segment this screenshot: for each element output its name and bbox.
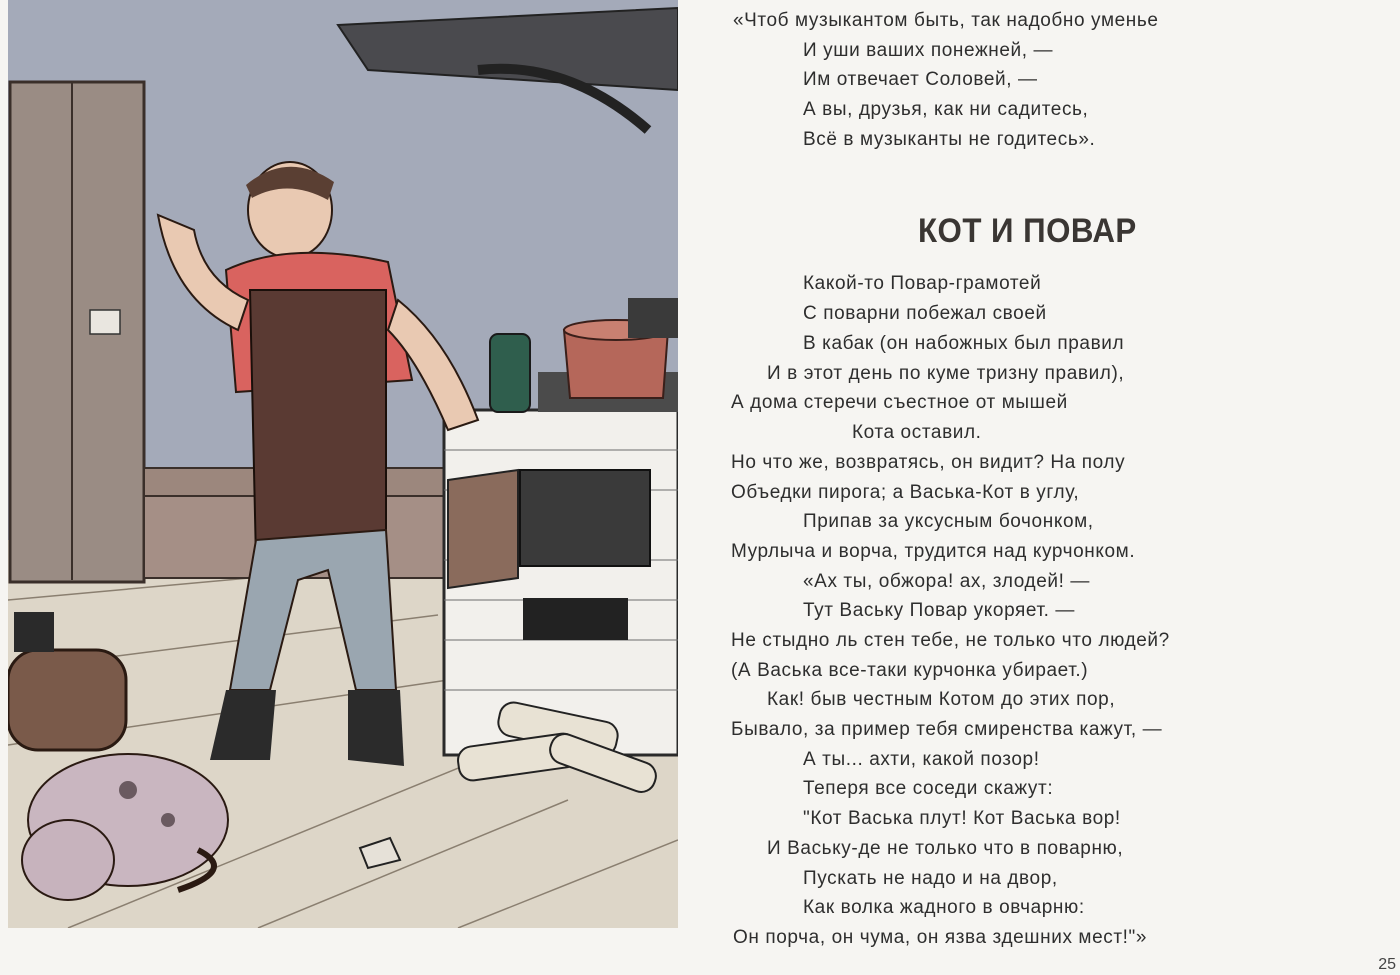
kitchen-door [10, 82, 144, 582]
fable-line: Мурлыча и ворча, трудится над курчонком. [731, 541, 1136, 562]
fable-line: А дома стеречи съестное от мышей [731, 392, 1068, 413]
fable-line: С поварни побежал своей [803, 303, 1047, 324]
intro-verse-line: А вы, друзья, как ни садитесь, [803, 99, 1089, 120]
fable-line: Кота оставил. [852, 422, 982, 443]
fable-line: И Ваську-де не только что в поварню, [767, 838, 1124, 859]
fable-line: Как! быв честным Котом до этих пор, [767, 689, 1116, 710]
oven-opening [520, 470, 650, 566]
fable-line: Он порча, он чума, он язва здешних мест!"» [733, 927, 1148, 948]
fable-line: Теперя все соседи скажут: [803, 778, 1054, 799]
fable-line: Какой-то Повар-грамотей [803, 273, 1042, 294]
fable-line: И в этот день по куме тризну правил), [767, 363, 1125, 384]
oven-door [448, 470, 518, 588]
fable-line: Пускать не надо и на двор, [803, 868, 1058, 889]
ash-pit [523, 598, 628, 640]
apron [250, 290, 386, 560]
vinegar-barrel [8, 650, 126, 750]
fable-line: Припав за уксусным бочонком, [803, 511, 1094, 532]
fable-line: Тут Ваську Повар укоряет. — [803, 600, 1076, 621]
fable-title: КОТ И ПОВАР [918, 212, 1137, 250]
fable-line: Не стыдно ль стен тебе, не только что людей? [731, 630, 1170, 651]
fable-line: (А Васька все-таки курчонка убирает.) [731, 660, 1089, 681]
fable-line: Бывало, за пример тебя смиренства кажут, — [731, 719, 1163, 740]
fable-line: В кабак (он набожных был правил [803, 333, 1125, 354]
intro-verse-line: «Чтоб музыкантом быть, так надобно уменье [733, 10, 1159, 31]
intro-verse-line: И уши ваших понежней, — [803, 40, 1054, 61]
door-lock [90, 310, 120, 334]
page-number: 25 [1378, 956, 1396, 973]
fable-line: Как волка жадного в овчарню: [803, 897, 1085, 918]
cook-and-cat-illustration [8, 0, 678, 928]
fable-line: Объедки пирога; а Васька-Кот в углу, [731, 482, 1080, 503]
intro-verse-line: Им отвечает Соловей, — [803, 69, 1038, 90]
barrel-tap [14, 612, 54, 652]
fable-line: Но что же, возвратясь, он видит? На полу [731, 452, 1126, 473]
intro-verse-line: Всё в музыканты не годитесь». [803, 129, 1096, 150]
fable-line: «Ах ты, обжора! ах, злодей! — [803, 571, 1090, 592]
fable-line: "Кот Васька плут! Кот Васька вор! [803, 808, 1121, 829]
fable-line: А ты... ахти, какой позор! [803, 749, 1040, 770]
iron-pot [628, 298, 678, 338]
green-jar [490, 334, 530, 412]
